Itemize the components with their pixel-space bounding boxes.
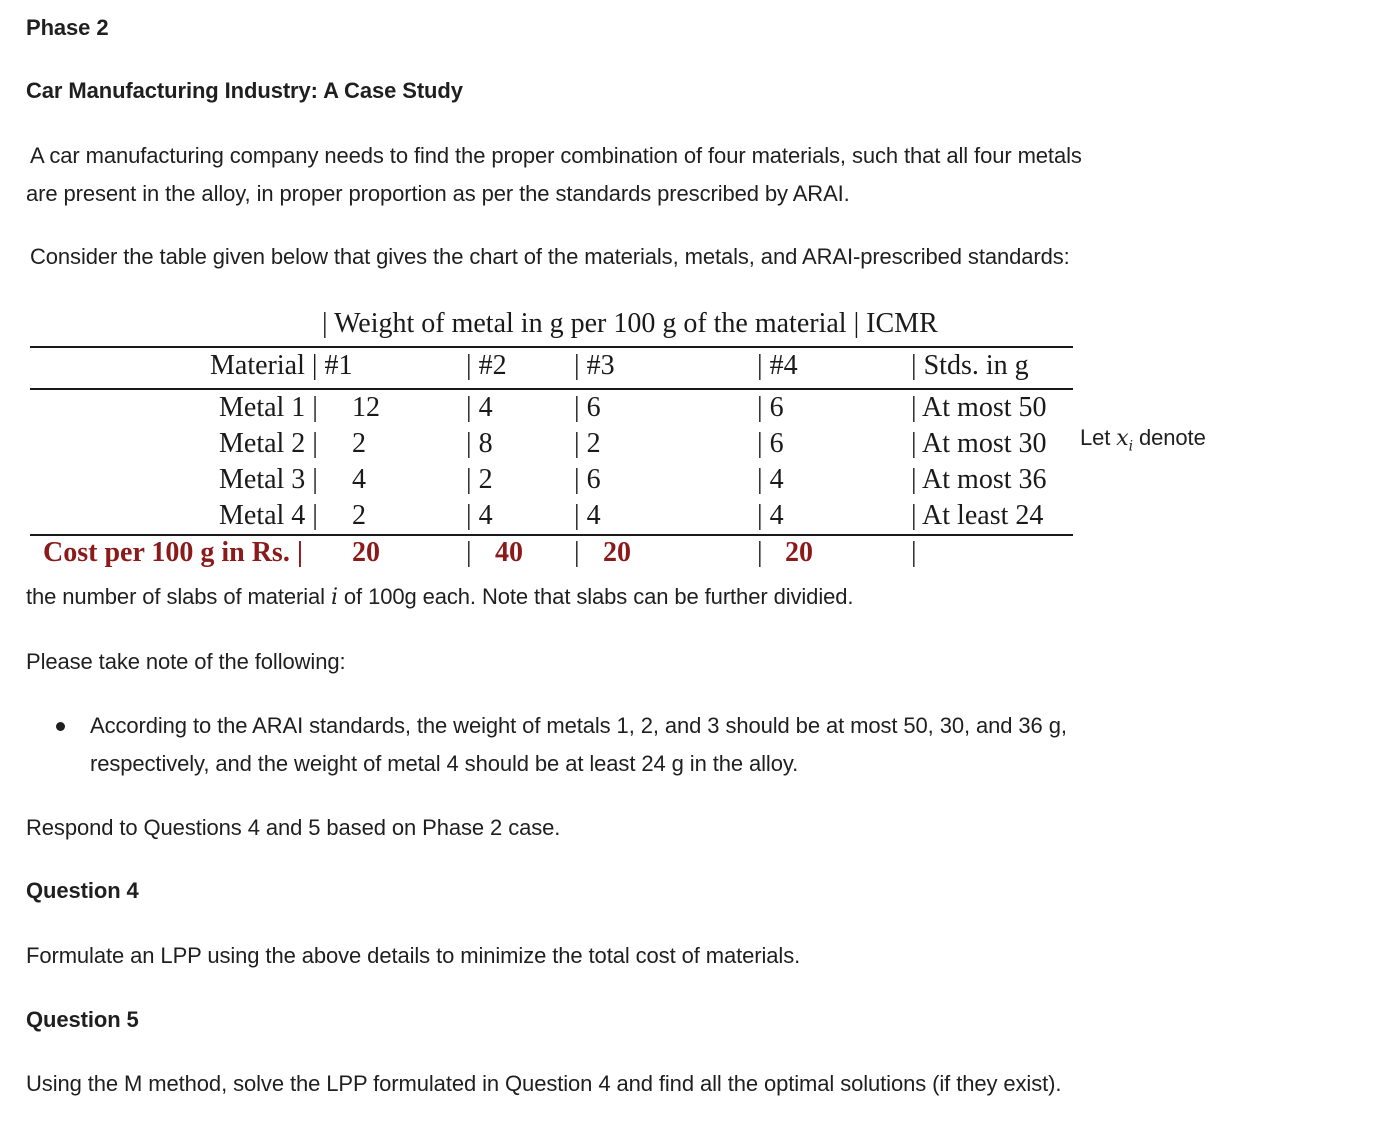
- cost-label: Cost per 100 g in Rs. |: [43, 537, 303, 568]
- table-title: | Weight of metal in g per 100 g of the material | ICMR: [322, 308, 938, 339]
- row-value: | 8: [466, 428, 493, 459]
- i-variable: i: [330, 585, 338, 610]
- row-label: Metal 1 |: [219, 392, 318, 423]
- cost-separator: |: [574, 537, 580, 568]
- row-label: Metal 2 |: [219, 428, 318, 459]
- question-4-text: Formulate an LPP using the above details to minimize the total cost of materials.: [26, 943, 801, 968]
- note-heading: Please take note of the following:: [26, 649, 346, 674]
- case-study-heading: Car Manufacturing Industry: A Case Study: [26, 78, 463, 103]
- row-std: | At least 24: [911, 500, 1044, 531]
- cost-separator: |: [757, 537, 763, 568]
- row-value: | 6: [574, 464, 601, 495]
- bullet-line-2: respectively, and the weight of metal 4 should be at least 24 g in the alloy.: [90, 751, 799, 776]
- row-std: | At most 30: [911, 428, 1047, 459]
- question-4-heading: Question 4: [26, 878, 139, 903]
- row-value: | 6: [757, 428, 784, 459]
- row-value: 2: [352, 428, 366, 459]
- row-value: | 6: [574, 392, 601, 423]
- row-value: | 4: [757, 500, 784, 531]
- phase-heading: Phase 2: [26, 15, 109, 40]
- row-value: 2: [352, 500, 366, 531]
- xi-variable: $x_i$: [1116, 426, 1133, 455]
- header-4: | #4: [757, 350, 798, 381]
- cost-value: 20: [603, 537, 631, 568]
- header-2: | #2: [466, 350, 507, 381]
- row-value: | 2: [574, 428, 601, 459]
- row-std: | At most 50: [911, 392, 1047, 423]
- row-label: Metal 4 |: [219, 500, 318, 531]
- row-value: 12: [352, 392, 380, 423]
- row-value: | 4: [466, 392, 493, 423]
- row-value: | 6: [757, 392, 784, 423]
- cost-separator: |: [466, 537, 472, 568]
- row-value: | 2: [466, 464, 493, 495]
- row-value: | 4: [574, 500, 601, 531]
- cost-value: 20: [352, 537, 380, 568]
- table-bottom-rule: [30, 534, 1073, 536]
- table-header-rule: [30, 388, 1073, 390]
- question-5-heading: Question 5: [26, 1007, 139, 1032]
- row-value: | 4: [757, 464, 784, 495]
- row-std: | At most 36: [911, 464, 1047, 495]
- header-material: Material | #1: [210, 350, 353, 381]
- cost-value: 40: [495, 537, 523, 568]
- row-value: | 4: [466, 500, 493, 531]
- cost-value: 20: [785, 537, 813, 568]
- row-value: 4: [352, 464, 366, 495]
- header-3: | #3: [574, 350, 615, 381]
- bullet-dot: [56, 722, 65, 731]
- let-xi-denote: Let $x_i$ denote: [1080, 425, 1206, 455]
- cost-separator: |: [911, 537, 917, 568]
- intro-line-2: are present in the alloy, in proper proportion as per the standards prescribed by ARAI.: [26, 181, 850, 206]
- respond-text: Respond to Questions 4 and 5 based on Phase 2 case.: [26, 815, 561, 840]
- intro-line-1: A car manufacturing company needs to find the proper combination of four materials, such that all four metals: [30, 143, 1082, 168]
- slabs-sentence: the number of slabs of material i of 100g each. Note that slabs can be further dividied.: [26, 584, 854, 610]
- bullet-line-1: According to the ARAI standards, the weight of metals 1, 2, and 3 should be at most 50, 30, and 36 g,: [90, 713, 1067, 738]
- row-label: Metal 3 |: [219, 464, 318, 495]
- table-top-rule: [30, 346, 1073, 348]
- consider-text: Consider the table given below that gives the chart of the materials, metals, and ARAI-prescribed standards:: [30, 244, 1070, 269]
- question-5-text: Using the M method, solve the LPP formulated in Question 4 and find all the optimal solutions (if they exist).: [26, 1071, 1062, 1096]
- header-stds: | Stds. in g: [911, 350, 1029, 381]
